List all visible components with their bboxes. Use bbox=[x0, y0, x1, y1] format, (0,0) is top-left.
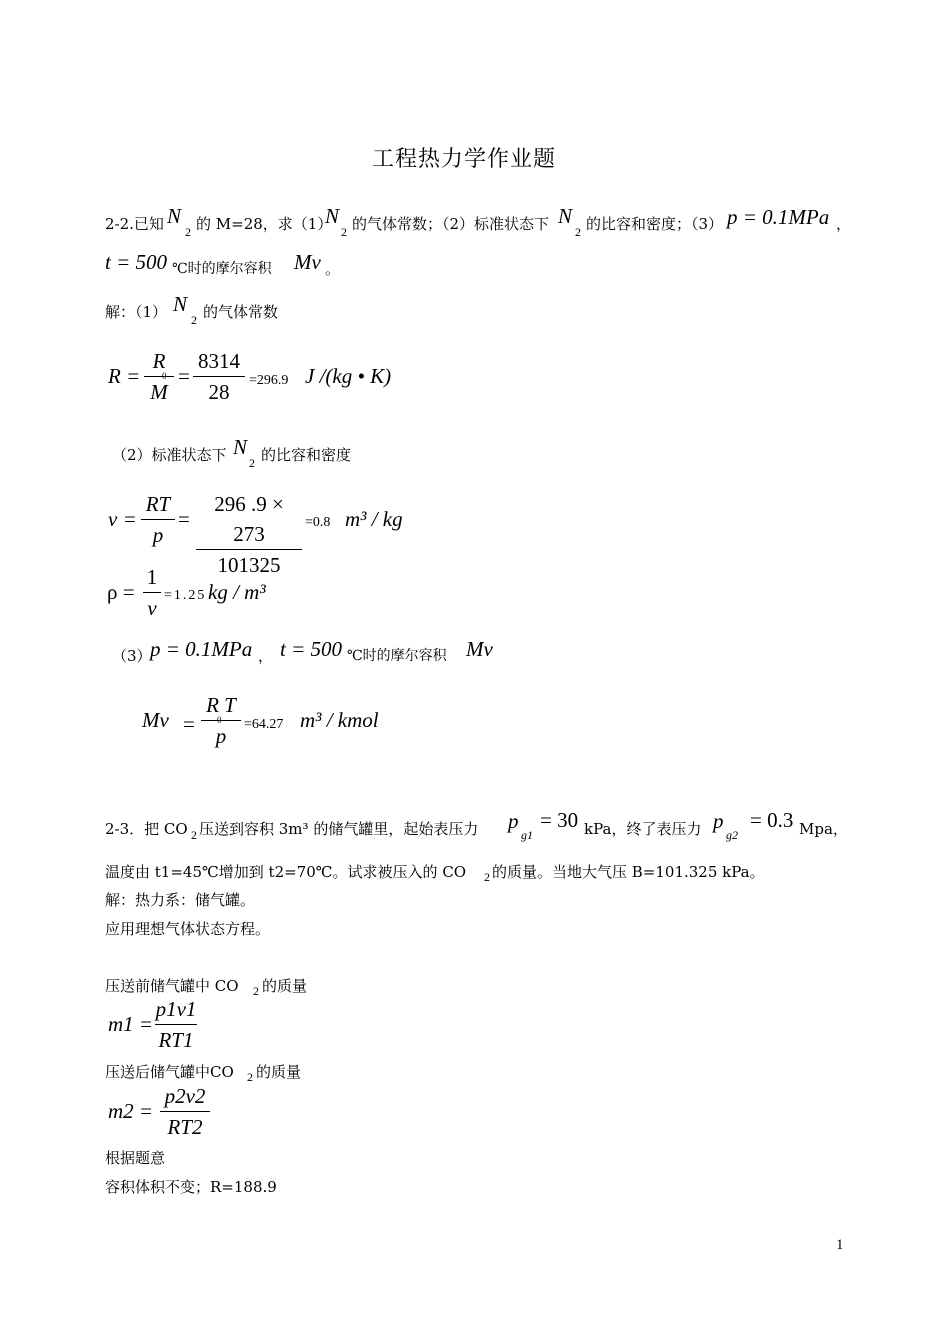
q23-text-1: 2-3．把 CO bbox=[105, 820, 188, 838]
eq-m1-den: RT1 bbox=[158, 1028, 194, 1052]
page-number: 1 bbox=[836, 1237, 844, 1253]
co2-subscript: 2 bbox=[253, 984, 259, 998]
n2-subscript: 2 bbox=[185, 225, 191, 239]
q22-text-4: 的比容和密度；（3） bbox=[586, 215, 724, 233]
q23-line2-a: 温度由 t1=45℃增加到 t2=70℃。试求被压入的 CO bbox=[105, 863, 467, 881]
before-compression-label: 压送前储气罐中 CO bbox=[105, 977, 239, 995]
eq-r-fraction-1 bbox=[144, 346, 174, 407]
after-compression-label: 压送后储气罐中CO bbox=[105, 1063, 234, 1081]
basis-text: 根据题意 bbox=[105, 1149, 166, 1167]
q22-text-1: 2-2.已知 bbox=[105, 215, 164, 233]
q22-text-5: ℃时的摩尔容积 bbox=[172, 261, 272, 277]
pg2-symbol: p bbox=[713, 809, 724, 833]
eq-m2-lhs: m2 = bbox=[108, 1099, 154, 1123]
period: 。 bbox=[325, 260, 341, 278]
temperature-expression: t = 500 bbox=[105, 250, 168, 274]
molar-volume-symbol: Mv bbox=[294, 250, 321, 274]
eq-r-fraction-2 bbox=[193, 346, 245, 407]
eq-v-unit: m³ / kg bbox=[345, 507, 403, 531]
pg1-symbol: p bbox=[508, 809, 519, 833]
q23-line2-b: 的质量。当地大气压 B=101.325 kPa。 bbox=[492, 863, 765, 881]
eq-m2-fraction bbox=[160, 1081, 210, 1142]
eq-rho-num: 1 bbox=[146, 565, 158, 589]
sol23-line2: 应用理想气体状态方程。 bbox=[105, 920, 271, 938]
eq-rho-lhs: ρ = bbox=[107, 580, 135, 604]
eq-v-fraction-2 bbox=[196, 489, 302, 580]
sol3-text: ℃时的摩尔容积 bbox=[347, 648, 447, 664]
eq-mv-result: =64.27 bbox=[244, 717, 284, 732]
eq-m2-den: RT2 bbox=[167, 1115, 203, 1139]
eq-m1-num: p1v1 bbox=[155, 997, 197, 1021]
page-title: 工程热力学作业题 bbox=[372, 147, 557, 172]
n2-subscript: 2 bbox=[341, 225, 347, 239]
molar-volume-symbol: Mv bbox=[466, 637, 493, 661]
eq-rho-den: v bbox=[147, 596, 157, 620]
n2-subscript: 2 bbox=[575, 225, 581, 239]
pg2-value: = 0.3 bbox=[750, 808, 794, 832]
eq-m1-lhs: m1 = bbox=[108, 1012, 154, 1036]
sol23-line1: 解：热力系：储气罐。 bbox=[105, 891, 256, 909]
sol2-text: 的比容和密度 bbox=[261, 446, 352, 464]
eq-r-result: =296.9 bbox=[249, 373, 289, 388]
sol2-label: （2）标准状态下 bbox=[112, 446, 227, 464]
eq-r-unit: J /(kg • K) bbox=[305, 364, 392, 388]
q23-text-3: kPa，终了表压力 bbox=[584, 820, 702, 838]
eq-r-frac-num: R bbox=[152, 349, 166, 373]
q23-text-4: Mpa， bbox=[799, 820, 848, 838]
equals-sign: = bbox=[178, 364, 190, 388]
eq-r-lhs: R = bbox=[108, 364, 141, 388]
eq-mv-num: R T bbox=[206, 693, 236, 717]
q22-text-3: 的气体常数；（2）标准状态下 bbox=[352, 215, 550, 233]
eq-v-lhs: v = bbox=[108, 507, 137, 531]
after-compression-tail: 的质量 bbox=[256, 1063, 302, 1081]
constant-volume-text: 容积体积不变；R=188.9 bbox=[105, 1178, 277, 1196]
eq-v-den: 101325 bbox=[217, 553, 281, 577]
n2-symbol: N bbox=[233, 435, 248, 459]
eq-mv-unit: m³ / kmol bbox=[300, 708, 379, 732]
eq-r-frac-den: M bbox=[150, 380, 168, 404]
eq-v-result: =0.8 bbox=[305, 515, 331, 530]
q22-text-2: 的 M=28，求（1） bbox=[196, 215, 333, 233]
eq-v-fraction-1 bbox=[141, 489, 175, 550]
sol1-text: 的气体常数 bbox=[203, 303, 279, 321]
eq-rho-result: =1.25 bbox=[164, 588, 207, 603]
subscript-zero: 0 bbox=[217, 715, 222, 725]
eq-m1-fraction bbox=[155, 994, 197, 1055]
n2-symbol: N bbox=[173, 292, 188, 316]
n2-symbol: N bbox=[167, 204, 182, 228]
eq-r-den: 28 bbox=[208, 380, 230, 404]
eq-v-frac-num: RT bbox=[145, 492, 171, 516]
co2-subscript: 2 bbox=[191, 828, 197, 842]
pressure-expression: p = 0.1MPa bbox=[727, 205, 830, 229]
q23-text-2: 压送到容积 3m³ 的储气罐里，起始表压力 bbox=[199, 820, 479, 838]
co2-subscript: 2 bbox=[247, 1070, 253, 1084]
eq-r-num: 8314 bbox=[198, 349, 240, 373]
pg1-subscript: g1 bbox=[521, 828, 533, 842]
eq-mv-den: p bbox=[215, 724, 227, 748]
pressure-expression: p = 0.1MPa bbox=[150, 637, 253, 661]
co2-subscript: 2 bbox=[484, 870, 490, 884]
eq-v-frac-den: p bbox=[152, 523, 164, 547]
eq-rho-unit: kg / m³ bbox=[208, 580, 266, 604]
eq-m2-num: p2v2 bbox=[164, 1084, 206, 1108]
n2-subscript: 2 bbox=[249, 456, 255, 470]
n2-subscript: 2 bbox=[191, 313, 197, 327]
equals-sign: = bbox=[183, 712, 195, 736]
n2-symbol: N bbox=[325, 204, 340, 228]
eq-rho-fraction bbox=[143, 562, 161, 623]
sol3-label: （3） bbox=[112, 647, 152, 665]
before-compression-tail: 的质量 bbox=[262, 977, 308, 995]
comma: ， bbox=[836, 215, 852, 233]
n2-symbol: N bbox=[558, 204, 573, 228]
sol1-label: 解：（1） bbox=[105, 303, 168, 321]
pg2-subscript: g2 bbox=[726, 828, 738, 842]
eq-mv-lhs: Mv bbox=[142, 708, 169, 732]
eq-v-num: 296 .9 × 273 bbox=[214, 492, 284, 546]
pg1-value: = 30 bbox=[540, 808, 579, 832]
comma: ， bbox=[258, 647, 274, 665]
equals-sign: = bbox=[178, 507, 190, 531]
temperature-expression: t = 500 bbox=[280, 637, 343, 661]
subscript-zero: 0 bbox=[162, 371, 167, 381]
